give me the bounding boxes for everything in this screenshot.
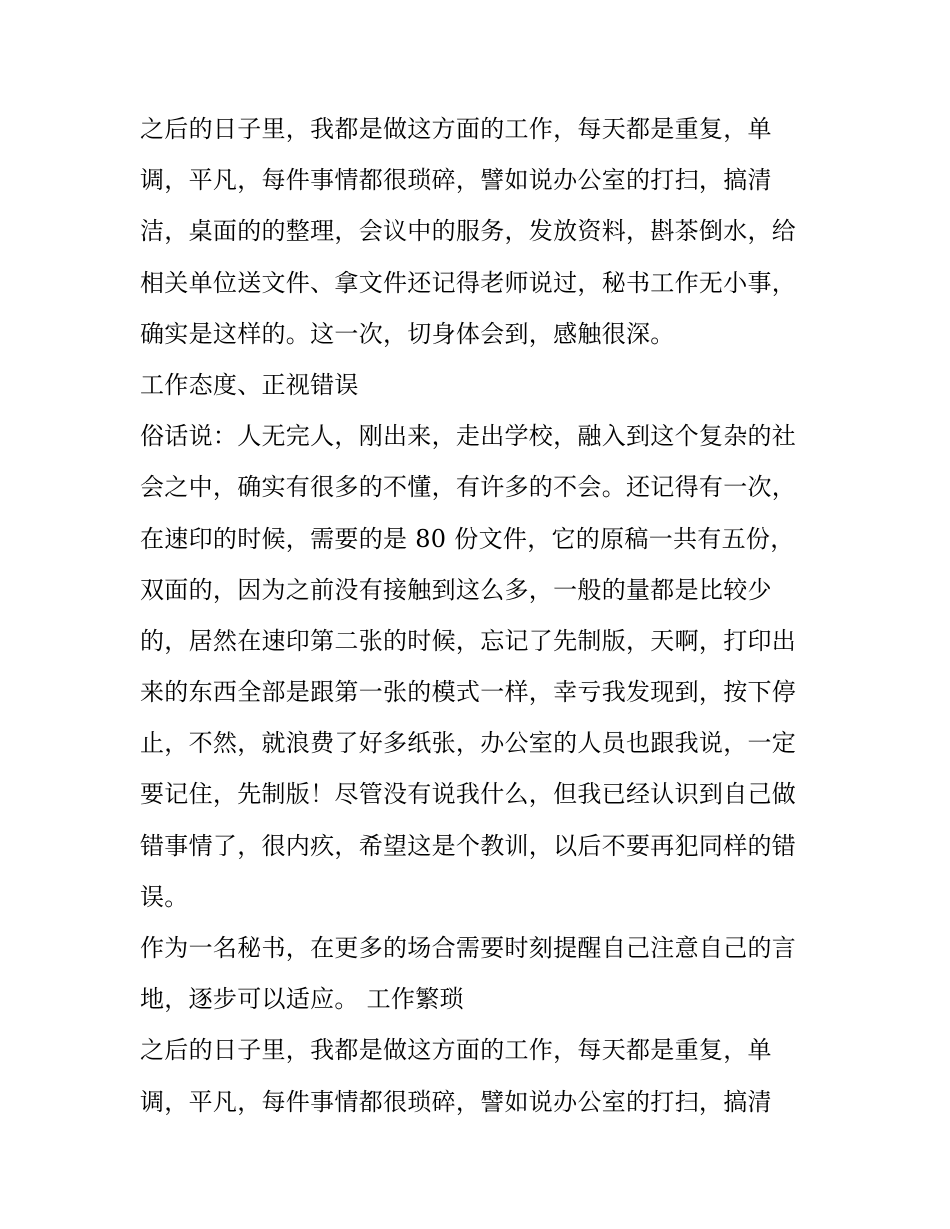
paragraph-line: 调，平凡，每件事情都很琐碎，譬如说办公室的打扫，搞清 xyxy=(140,166,772,195)
paragraph-line: 在速印的时候，需要的是 80 份文件，它的原稿一共有五份， xyxy=(140,524,795,553)
paragraph-line: 要记住，先制版！尽管没有说我什么，但我已经认识到自己做 xyxy=(140,780,797,809)
paragraph-line: 的，居然在速印第二张的时候，忘记了先制版，天啊，打印出 xyxy=(140,626,797,655)
paragraph-line: 之后的日子里，我都是做这方面的工作，每天都是重复，单 xyxy=(140,115,772,143)
paragraph-line: 双面的，因为之前没有接触到这么多，一般的量都是比较少 xyxy=(140,575,772,604)
document-body xyxy=(140,104,820,1128)
paragraph-line: 调，平凡，每件事情都很琐碎，譬如说办公室的打扫，搞清 xyxy=(140,1087,772,1116)
paragraph-line: 会之中，确实有很多的不懂，有许多的不会。还记得有一次， xyxy=(140,473,797,502)
paragraph-line: 错事情了，很内疚，希望这是个教训，以后不要再犯同样的错 xyxy=(140,831,797,860)
paragraph-line: 相关单位送文件、拿文件还记得老师说过，秘书工作无小事， xyxy=(140,268,797,297)
paragraph-line: 来的东西全部是跟第一张的模式一样，幸亏我发现到，按下停 xyxy=(140,678,797,707)
paragraph-line: 洁，桌面的的整理，会议中的服务，发放资料，斟茶倒水，给 xyxy=(140,217,797,246)
section-heading: 工作态度、正视错误 xyxy=(140,370,359,399)
paragraph-line: 作为一名秘书，在更多的场合需要时刻提醒自己注意自己的言 xyxy=(140,934,797,962)
paragraph-line: 地，逐步可以适应。 工作繁琐 xyxy=(140,985,464,1014)
paragraph-line: 止，不然，就浪费了好多纸张，办公室的人员也跟我说，一定 xyxy=(140,729,797,758)
paragraph-line: 误。 xyxy=(140,882,189,911)
paragraph-line: 俗话说：人无完人，刚出来，走出学校，融入到这个复杂的社 xyxy=(140,422,797,451)
paragraph-line: 确实是这样的。这一次，切身体会到，感触很深。 xyxy=(140,319,675,348)
paragraph-line: 之后的日子里，我都是做这方面的工作，每天都是重复，单 xyxy=(140,1036,772,1065)
